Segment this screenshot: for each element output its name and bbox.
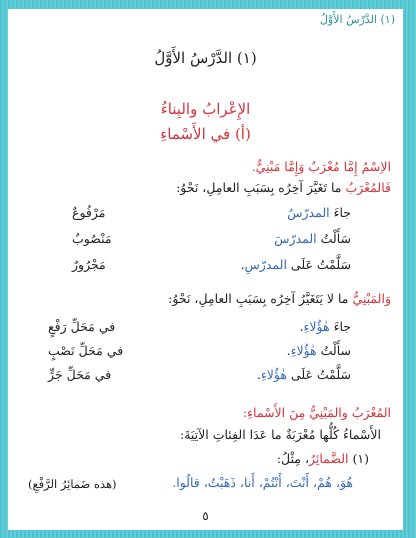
- term-murab: فَالمُعْرَبُ: [345, 180, 391, 195]
- page-number: ٥: [202, 509, 209, 523]
- example-row: [20, 205, 391, 225]
- definition-mabni: [20, 291, 391, 306]
- lesson-title: (١) الدَّرْسُ الأَوَّلُ: [154, 49, 257, 67]
- example-row: [20, 257, 391, 277]
- item-number: (١): [348, 451, 369, 466]
- example-sentence: سَلَّمْتُ عَلَى المدرّسِ.: [240, 257, 351, 272]
- term-mabni: وَالمَبْنِيُّ: [352, 291, 391, 306]
- section-heading: الإِعْرابُ والبِناءُ: [160, 100, 251, 118]
- example-word: هٰؤُلاءِ: [260, 367, 287, 382]
- case-label: في مَحَلِّ جَرٍّ: [48, 367, 112, 382]
- example-row: [20, 343, 391, 363]
- example-sentence: جاءَ هٰؤُلاءِ.: [299, 319, 351, 334]
- case-label: في مَحَلِّ نَصْبٍ: [48, 343, 124, 358]
- part2-line: الأَسْماءُ كُلُّها مُعْرَبَةٌ ما عَدَا الفِئاتِ الآتِيَةَ:: [179, 427, 381, 442]
- example-row: [20, 231, 391, 251]
- case-label: مَنْصُوبٌ: [72, 231, 112, 246]
- item-text: ، مِثْلُ:: [276, 451, 309, 466]
- example-word: المدرّسَ: [274, 231, 317, 246]
- intro-line: الاِسْمُ إِمَّا مُعْرَبٌ وَإِمَّا مَبْنِيٌّ.: [251, 159, 391, 174]
- definition-murab: [20, 180, 391, 195]
- definition-text: ما لا يَتَغَيَّرُ آخِرُه بِسَبَبِ العامِلِ، نَحْوُ:: [168, 291, 353, 306]
- pronoun-note: (هذه ضَمائِرُ الرَّفْعِ): [28, 477, 117, 491]
- example-sentence: سأَلْتُ هٰؤُلاءِ.: [286, 343, 351, 358]
- case-label: في مَحَلِّ رَفْعٍ: [48, 319, 116, 334]
- example-word: المدرّسِ: [244, 257, 287, 272]
- definition-text: ما تَغَيَّرَ آخِرُه بِسَبَبِ العامِلِ، نَحْوُ:: [176, 180, 346, 195]
- example-word: هٰؤُلاءِ: [303, 319, 330, 334]
- example-row: [20, 319, 391, 339]
- example-row: [20, 367, 391, 387]
- pronoun-examples: هُوَ، هُمْ، أَنْتَ، أَنْتُمْ، أَنا، ذَهَبْتُ، قالُوا.: [172, 475, 353, 490]
- book-page: [8, 9, 403, 530]
- example-sentence: سَأَلْتُ المدرّسَ: [274, 231, 351, 246]
- case-label: مَرْفُوعٌ: [72, 205, 106, 220]
- running-header: (١) الدَّرْسُ الأَوَّلُ: [319, 13, 395, 26]
- item-term: الضَّمائِرُ: [308, 451, 349, 466]
- part2-heading: المُعْرَبُ والمَبْنِيُّ مِنَ الأَسْماءِ:: [242, 405, 391, 420]
- item-pronouns: [20, 451, 369, 466]
- example-sentence: جاءَ المدرّسُ: [287, 205, 351, 220]
- subsection-heading: (أ) في الأَسْماءِ: [160, 125, 251, 143]
- example-sentence: سَلَّمْتُ عَلَى هٰؤُلاءِ.: [256, 367, 351, 382]
- case-label: مَجْرُورٌ: [72, 257, 106, 272]
- example-word: هٰؤُلاءِ: [290, 343, 317, 358]
- example-word: المدرّسُ: [287, 205, 330, 220]
